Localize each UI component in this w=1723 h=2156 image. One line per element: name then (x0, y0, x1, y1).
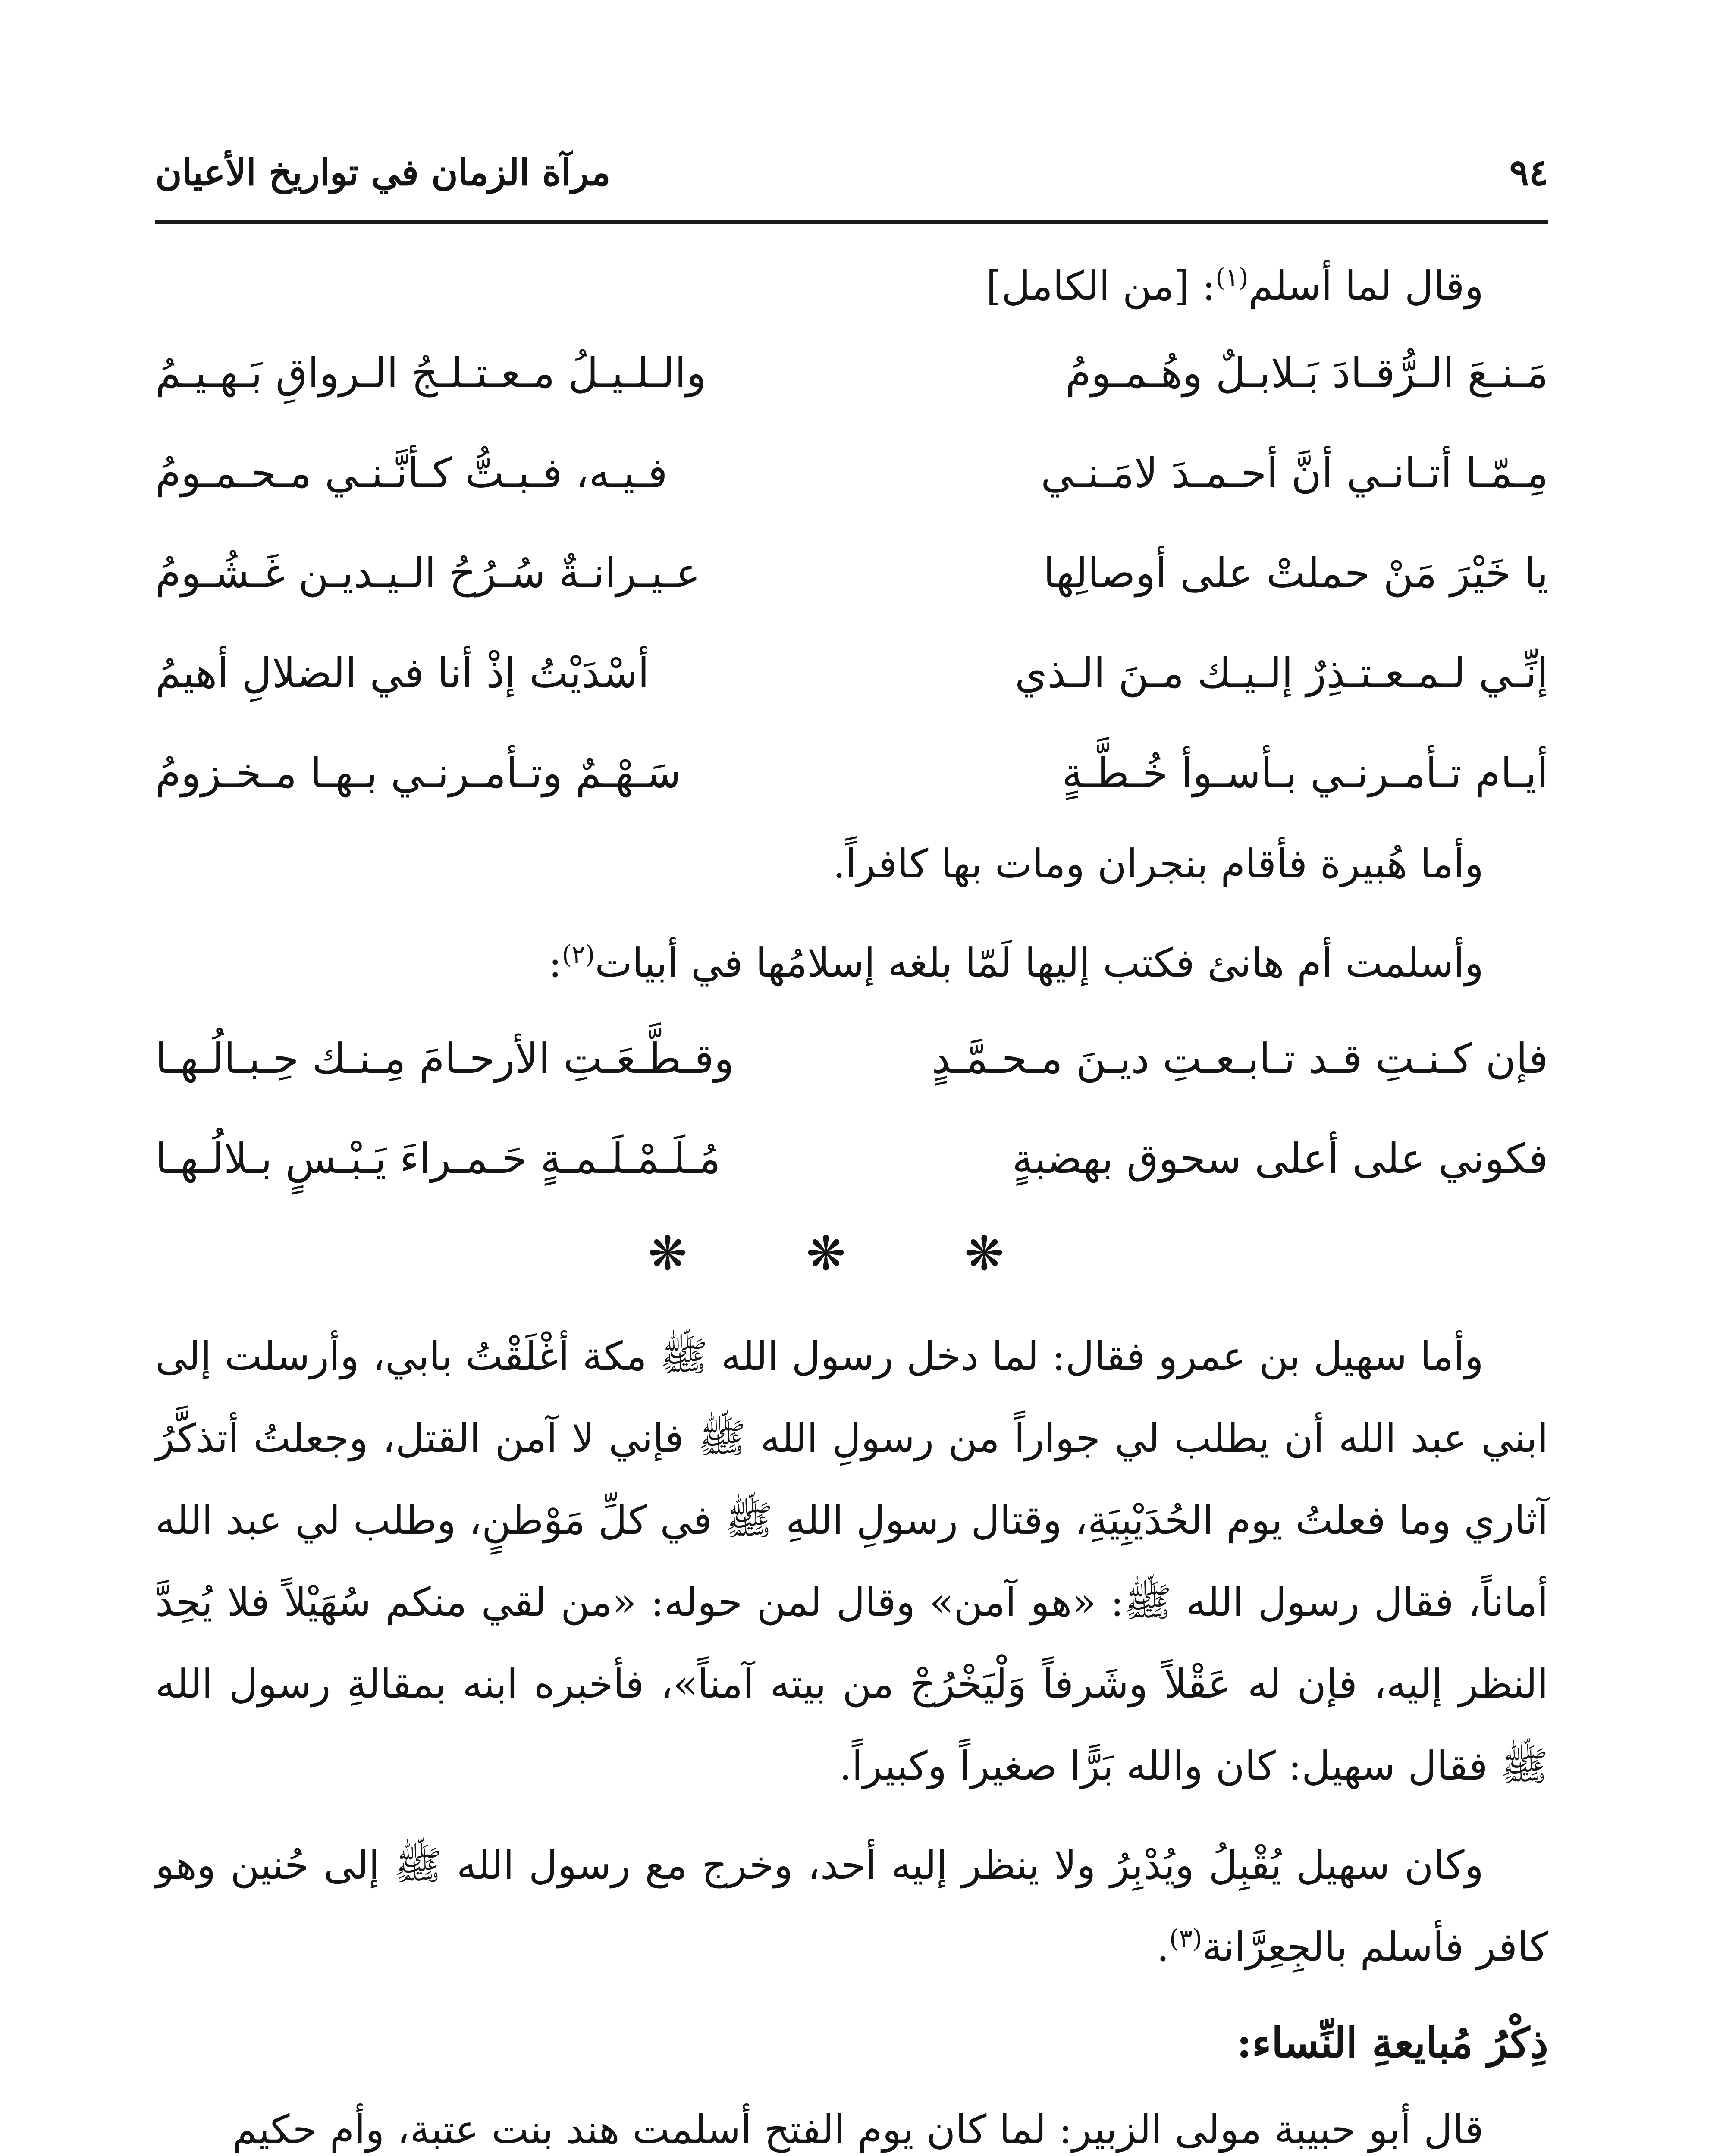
footnote-marker-1: (١) (1215, 263, 1249, 292)
verse-second-hemistich: والـلـيـلُ مـعـتـلـجُ الـرواقِ بَـهـيـمُ (155, 349, 706, 397)
poem2-verse (155, 1009, 1548, 1109)
verse-second-hemistich: أسْدَيْتُ إذْ أنا في الضلالِ أهيمُ (155, 649, 650, 697)
section-heading: ذِكْرُ مُبايعةِ النِّساء: (1237, 2018, 1548, 2067)
verse-first-hemistich: مَـنـعَ الـرُّقـادَ بَـلابـلٌ وهُـمـومُ (1065, 349, 1548, 397)
book-page (155, 134, 1548, 2156)
page-header (155, 134, 1548, 224)
footnote-marker-2: (٢) (562, 940, 595, 969)
poem1-meter: : [من الكامل] (986, 263, 1216, 309)
paragraph-hubayra: وأما هُبيرة فأقام بنجران ومات بها كافراً. (832, 841, 1484, 887)
poem1-verse (155, 523, 1548, 623)
poem2 (155, 1009, 1548, 1209)
poem1-intro-text: وقال لما أسلم (1248, 263, 1484, 309)
verse-second-hemistich: فـيـه، فـبـتُّ كـأنَّـنـي مـحـمـومُ (155, 449, 668, 497)
paragraph-suhayl: وأما سهيل بن عمرو فقال: لما دخل رسول الله ﷺ مكة أغْلَقْتُ بابي، وأرسلت إلى ابني عبد الله أن يطلب لي جواراً من رسولِ الله ﷺ فإني لا آمن القتل، وجعلتُ أتذكَّرُ آثاري وما فعلتُ يوم الحُدَيْبِيَةِ، وقتال رسولِ اللهِ ﷺ في كلِّ مَوْطنٍ، وطلب لي عبد الله أماناً، فقال رسول الله ﷺ: «هو آمن» وقال لمن حوله: «من لقي منكم سُهَيْلاً فلا يُحِدَّ النظر إليه، فإن له عَقْلاً وشَرفاً وَلْيَخْرُجْ من بيته آمناً»، فأخبره ابنه بمقالةِ رسول الله ﷺ فقال سهيل: كان والله بَرًّا صغيراً وكبيراً. (155, 1333, 1548, 1789)
paragraph-suhayl-hunayn-text: وكان سهيل يُقْبِلُ ويُدْبِرُ ولا ينظر إليه أحد، وخرج مع رسول الله ﷺ إلى حُنين وهو كافر فأسلم بالجِعِرَّانة (155, 1842, 1548, 1970)
paragraph-women: قال أبو حبيبة مولى الزبير: لما كان يوم الفتح أسلمت هند بنت عتبة، وأم حكيم (232, 2106, 1484, 2153)
paragraph-suhayl-hunayn (155, 1824, 1548, 1988)
poem1-verse (155, 623, 1548, 723)
verse-first-hemistich: فكوني على أعلى سحوق بهضبةٍ (1012, 1134, 1548, 1183)
paragraph-suhayl-hunayn-tail: . (1156, 1924, 1170, 1970)
verse-first-hemistich: فإن كـنـتِ قـد تـابـعـتِ ديـنَ مـحـمَّـدٍ (932, 1034, 1548, 1083)
poem2-verse (155, 1109, 1548, 1209)
poem1-verse (155, 723, 1548, 823)
verse-second-hemistich: عـيـرانـةٌ سُـرُحُ الـيـديـن غَـشُـومُ (155, 549, 701, 597)
poem1-verse (155, 323, 1548, 423)
verse-first-hemistich: يا خَيْرَ مَنْ حملتْ على أوصالِها (1043, 549, 1548, 597)
verse-second-hemistich: مُـلَـمْـلَـمـةٍ حَـمـراءَ يَـبْـسٍ بـلالُـهـا (155, 1134, 721, 1183)
verse-first-hemistich: أيـام تـأمـرنـي بـأسـوأ خُـطَّـةٍ (1062, 749, 1548, 797)
poem1-intro (155, 254, 1548, 319)
section-separator: ❋ ❋ ❋ (647, 1226, 1056, 1281)
poem2-intro-text: وأسلمت أم هانئ فكتب إليها لَمّا بلغه إسلامُها في أبيات (595, 940, 1484, 986)
verse-first-hemistich: مِـمّـا أتـانـي أنَّ أحـمـدَ لامَـنـي (1041, 449, 1548, 497)
verse-second-hemistich: سَـهْـمٌ وتـأمـرنـي بـهـا مـخـزومُ (155, 749, 681, 797)
footnote-marker-3: (٣) (1169, 1924, 1202, 1953)
poem2-intro (155, 922, 1548, 1004)
poem2-intro-tail: : (548, 940, 562, 986)
running-title: مرآة الزمان في تواريخ الأعيان (155, 151, 611, 194)
verse-first-hemistich: إنِّـي لـمـعـتـذِرٌ إلـيـك مـنَ الـذي (1014, 649, 1548, 697)
verse-second-hemistich: وقـطَّـعَـتِ الأرحـامَ مِـنـك حِـبـالُـهـا (155, 1034, 734, 1083)
poem1-verse (155, 423, 1548, 523)
page-number: ٩٤ (1509, 151, 1548, 194)
poem1 (155, 323, 1548, 823)
